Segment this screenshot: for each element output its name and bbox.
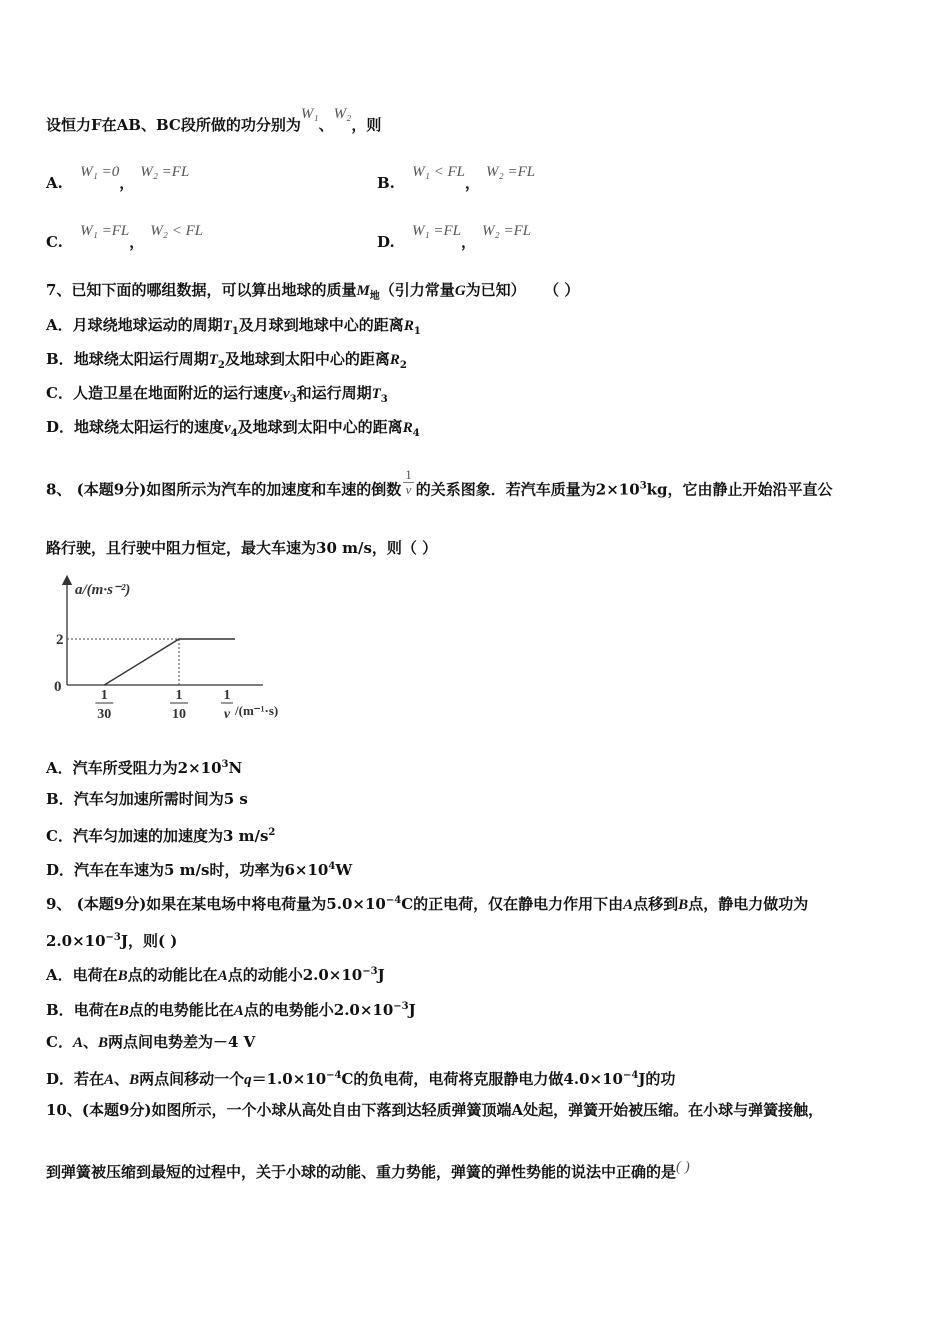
- v1: T: [208, 352, 218, 368]
- q7-option-a[interactable]: [46, 315, 421, 342]
- q8-option-d[interactable]: [46, 857, 352, 880]
- option-text: 汽车匀加速所需时间为5 s: [73, 790, 248, 808]
- option-text: 汽车匀加速的加速度为3 m/s: [72, 827, 269, 845]
- q9-stem-b: C的正电荷，仅在静电力作用下由: [401, 895, 624, 913]
- q7-stem-a: 7、已知下面的哪组数据，可以算出地球的质量: [46, 281, 357, 299]
- v2: A: [233, 1003, 244, 1019]
- q6-option-d[interactable]: [377, 223, 532, 253]
- q10-stem-line2: [46, 1159, 690, 1183]
- t4: C的负电荷，电荷将克服静电力做4.0×10: [341, 1070, 623, 1088]
- q7-option-c[interactable]: [46, 383, 388, 410]
- q7-m: M: [356, 283, 370, 299]
- sup: −3: [393, 1001, 409, 1012]
- comma: ，: [464, 174, 480, 192]
- option-text: 汽车在车速为5 m/s时，功率为6×10: [74, 861, 329, 879]
- t3: ＝1.0×10: [251, 1070, 327, 1088]
- q8-option-a[interactable]: [46, 755, 242, 778]
- v1: T: [222, 318, 232, 334]
- x-label-numerator: 1: [223, 688, 231, 703]
- option-label: C．: [46, 384, 73, 402]
- q8-stem-b: 的关系图象．若汽车质量为2×10: [415, 480, 640, 499]
- q9-stem-d: 点，静电力做功为: [688, 895, 809, 913]
- q6-c-expr2: W₂ < FL: [150, 223, 204, 239]
- option-label: B．: [46, 350, 74, 368]
- sep: 、: [114, 1070, 130, 1088]
- t4: J: [377, 966, 385, 984]
- q9-option-b[interactable]: [46, 997, 416, 1021]
- option-text: 两点间电势差为－4 V: [108, 1033, 256, 1051]
- q6-w2: W₂: [333, 106, 352, 122]
- t4: J: [408, 1001, 416, 1019]
- t1: 电荷在: [72, 966, 118, 984]
- t1: 电荷在: [73, 1001, 119, 1019]
- t3: 点的电势能小2.0×10: [243, 1001, 394, 1019]
- q8-stem-sup: 3: [639, 480, 647, 492]
- t2: 点的动能比在: [127, 966, 218, 984]
- v2: R: [403, 318, 414, 334]
- t1: 人造卫星在地面附近的运行速度: [72, 384, 283, 402]
- t1: 若在: [74, 1070, 105, 1088]
- q9-point-b: B: [678, 897, 689, 913]
- option-label: A．: [46, 759, 73, 777]
- q7-option-b[interactable]: [46, 349, 407, 376]
- t1: 地球绕太阳运行的速度: [74, 418, 225, 436]
- s1: 3: [289, 394, 297, 405]
- comma: ，: [129, 233, 145, 251]
- q8-acceleration-chart: [40, 572, 280, 734]
- option-label: A.: [46, 174, 63, 192]
- q9-stem-line2: [46, 928, 177, 951]
- t2: 及月球到地球中心的距离: [238, 316, 404, 334]
- sup: −3: [362, 966, 378, 977]
- q6-c-expr1: W₁ =FL: [80, 223, 130, 239]
- option-text: 汽车所受阻力为2×10: [72, 759, 222, 777]
- v1: B: [117, 968, 128, 984]
- s2: 1: [413, 326, 421, 337]
- q9-option-c[interactable]: [46, 1032, 255, 1053]
- q8-option-b[interactable]: [46, 789, 248, 809]
- option-label: D．: [46, 861, 75, 879]
- v2: T: [371, 386, 381, 402]
- s1: 2: [217, 360, 225, 371]
- q7-g: G: [454, 283, 466, 299]
- q6-tail: ，则: [351, 116, 382, 134]
- q10-stem-line1: 10、(本题9分)如图所示，一个小球从高处自由下落到达轻质弹簧顶端A处起，弹簧开始被压缩。在小球与弹簧接触，: [46, 1101, 824, 1119]
- q9-line2-sup: −3: [105, 932, 121, 943]
- point-b: B: [129, 1072, 140, 1088]
- x-tick-numerator: 1: [100, 688, 108, 703]
- option-tail: W: [335, 861, 353, 879]
- t3: 点的动能小2.0×10: [227, 966, 363, 984]
- x-tick-numerator: 1: [175, 688, 183, 703]
- comma: ，: [119, 174, 135, 192]
- q8-stem-line2: 路行驶，且行驶中阻力恒定，最大车速为30 m/s，则（ ）: [46, 539, 438, 557]
- q6-b-expr2: W₂ =FL: [486, 164, 536, 180]
- v2: A: [217, 968, 228, 984]
- option-sup: 4: [328, 861, 336, 872]
- v1: B: [118, 1003, 129, 1019]
- option-label: A．: [46, 316, 73, 334]
- y-tick-label: 2: [56, 632, 64, 648]
- v2: R: [402, 420, 413, 436]
- charge-q: q: [244, 1072, 252, 1088]
- v1: v: [282, 386, 290, 402]
- x-label-denominator: v: [223, 707, 231, 722]
- q6-w1: W₁: [300, 106, 319, 122]
- q8-stem-a: 8、 (本题9分)如图所示为汽车的加速度和车速的倒数: [46, 480, 402, 499]
- point-a: A: [104, 1072, 115, 1088]
- q6-a-expr2: W₂ =FL: [140, 164, 190, 180]
- v1: v: [224, 420, 231, 436]
- t1: 月球绕地球运动的周期: [72, 316, 223, 334]
- q6-stem: [46, 106, 382, 136]
- q7-stem: [46, 280, 579, 307]
- series-line: [104, 639, 235, 685]
- t5: J的功: [638, 1070, 676, 1088]
- option-label: B．: [46, 1001, 74, 1019]
- q8-stem-line1: [46, 467, 833, 505]
- t2: 及地球到太阳中心的距离: [224, 350, 390, 368]
- q8-inverse-v-fraction: [403, 468, 414, 497]
- x-label-unit: /(m⁻¹·s): [235, 703, 279, 718]
- point-a: A: [72, 1035, 83, 1051]
- q6-a-expr1: W₁ =0: [80, 164, 120, 180]
- v2: R: [389, 352, 400, 368]
- q6-option-b[interactable]: [377, 164, 536, 194]
- q6-sep: 、: [318, 116, 334, 134]
- q9-line2-a: 2.0×10: [46, 932, 106, 950]
- q7-option-d[interactable]: [46, 417, 420, 444]
- q6-d-expr2: W₂ =FL: [482, 223, 532, 239]
- y-axis-label: a/(m·s⁻²): [75, 582, 131, 598]
- q7-stem-c: 为已知）: [465, 281, 526, 299]
- q9-stem-a: 9、 (本题9分)如果在某电场中将电荷量为5.0×10: [46, 895, 386, 913]
- option-sup: 2: [268, 827, 276, 838]
- option-label: D.: [377, 233, 395, 251]
- x-tick-denominator: 30: [97, 707, 112, 722]
- q7-answer-paren: （ ）: [551, 281, 580, 299]
- q6-b-expr1: W₁ < FL: [412, 164, 465, 180]
- option-label: B.: [377, 174, 395, 192]
- s1: 1: [231, 326, 239, 337]
- q9-option-d[interactable]: [46, 1066, 675, 1090]
- comma: ，: [461, 233, 477, 251]
- sup1: −4: [326, 1070, 342, 1081]
- s2: 2: [399, 360, 407, 371]
- q10-answer-paren: ( ): [676, 1159, 690, 1175]
- t2: 和运行周期: [296, 384, 372, 402]
- q8-stem-c: kg，它由静止开始沿平直公: [646, 480, 833, 499]
- point-b: B: [97, 1035, 108, 1051]
- q6-d-expr1: W₁ =FL: [411, 223, 462, 239]
- frac-num: 1: [405, 467, 412, 482]
- option-label: A．: [46, 966, 73, 984]
- q9-sup1: −4: [385, 895, 402, 906]
- frac-den: v: [405, 482, 412, 497]
- option-sup: 3: [221, 759, 229, 770]
- option-tail: N: [228, 759, 243, 777]
- q6-option-c[interactable]: [46, 223, 204, 253]
- option-label: C．: [46, 1033, 73, 1051]
- q7-m-sub: 地: [369, 291, 380, 302]
- s2: 4: [412, 428, 420, 439]
- q9-point-a: A: [623, 897, 634, 913]
- q6-stem-text: 设恒力F在AB、BC段所做的功分别为: [46, 116, 301, 134]
- option-label: D．: [46, 418, 75, 436]
- option-label: C.: [46, 233, 63, 251]
- q10-line2-text: 到弹簧被压缩到最短的过程中，关于小球的动能、重力势能，弹簧的弹性势能的说法中正确的是: [46, 1163, 677, 1181]
- q9-option-a[interactable]: [46, 962, 385, 986]
- q9-line2-b: J，则( ): [120, 932, 178, 950]
- q6-option-a[interactable]: [46, 164, 190, 194]
- s2: 3: [380, 394, 388, 405]
- t2: 两点间移动一个: [139, 1070, 245, 1088]
- t2: 点的电势能比在: [128, 1001, 234, 1019]
- option-label: D．: [46, 1070, 75, 1088]
- s1: 4: [230, 428, 238, 439]
- q8-option-c[interactable]: [46, 823, 275, 846]
- option-label: B．: [46, 790, 74, 808]
- origin-label: 0: [54, 679, 62, 695]
- q9-stem-line1: [46, 891, 808, 915]
- t1: 地球绕太阳运行周期: [73, 350, 209, 368]
- sup2: −4: [622, 1070, 639, 1081]
- q7-stem-b: （引力常量: [379, 281, 455, 299]
- t2: 及地球到太阳中心的距离: [237, 418, 403, 436]
- sep: 、: [82, 1033, 98, 1051]
- option-label: C．: [46, 827, 73, 845]
- q9-stem-c: 点移到: [633, 895, 679, 913]
- x-tick-denominator: 10: [172, 707, 186, 722]
